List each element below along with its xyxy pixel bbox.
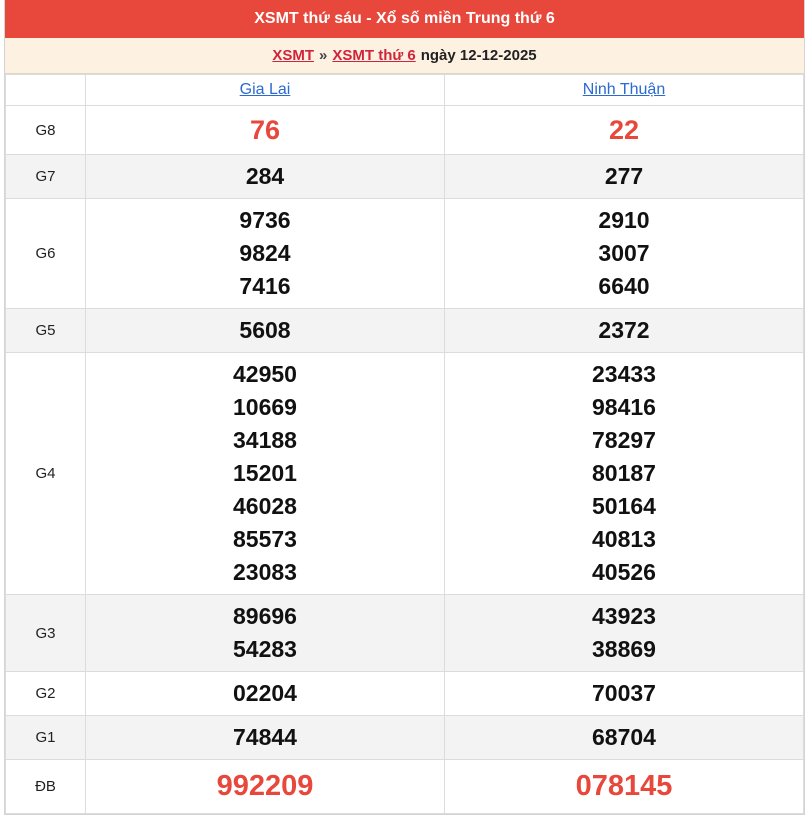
prize-row-g7 [6,155,804,199]
prize-number: 3007 [598,240,650,266]
table-header-row [6,75,804,106]
prize-row-g1 [6,716,804,760]
prize-label: G3 [6,595,86,672]
breadcrumb [5,38,804,74]
province-header-ninh-thuan [445,75,804,106]
prize-number: 02204 [233,680,297,706]
prize-number: 7416 [239,273,291,299]
prize-number: 38869 [592,636,656,662]
prize-number: 9824 [239,240,291,266]
prize-number: 23083 [233,559,297,585]
prize-number: 34188 [233,427,297,453]
prize-row-g6 [6,199,804,309]
prize-number: 40813 [592,526,656,552]
draw-date: ngày 12-12-2025 [420,47,537,64]
prize-label: G1 [6,716,86,760]
province-link-ninh-thuan[interactable]: Ninh Thuận [582,81,666,98]
prize-number: 78297 [592,427,656,453]
prize-label: G2 [6,672,86,716]
result-cell-ninh-thuan [445,309,804,353]
prize-number: 80187 [592,460,656,486]
result-cell-ninh-thuan [445,106,804,155]
prize-number: 22 [608,114,640,145]
result-cell-ninh-thuan [445,353,804,595]
breadcrumb-link-xsmt-thu-6[interactable]: XSMT thứ 6 [332,47,416,64]
prize-row-g2 [6,672,804,716]
result-cell-gia-lai [86,760,445,814]
prize-label: G6 [6,199,86,309]
results-table [5,74,804,814]
result-cell-ninh-thuan [445,595,804,672]
prize-number: 42950 [233,361,297,387]
prize-number: 43923 [592,603,656,629]
prize-number: 98416 [592,394,656,420]
prize-number: 85573 [233,526,297,552]
result-cell-gia-lai [86,595,445,672]
result-cell-ninh-thuan [445,199,804,309]
prize-number: 15201 [233,460,297,486]
result-cell-gia-lai [86,309,445,353]
prize-number: 2372 [598,317,650,343]
prize-number: 40526 [592,559,656,585]
header-empty-cell [6,75,86,106]
result-cell-gia-lai [86,672,445,716]
results-panel [4,0,805,815]
prize-number: 2910 [598,207,650,233]
prize-row-g8 [6,106,804,155]
breadcrumb-separator: » [319,47,328,64]
province-link-gia-lai[interactable]: Gia Lai [239,81,291,98]
result-cell-gia-lai [86,353,445,595]
prize-number: 74844 [233,724,297,750]
prize-number: 76 [249,114,281,145]
prize-number: 50164 [592,493,656,519]
prize-number: 46028 [233,493,297,519]
prize-number: 70037 [592,680,656,706]
prize-row-đb [6,760,804,814]
result-cell-gia-lai [86,199,445,309]
prize-label: ĐB [6,760,86,814]
result-cell-ninh-thuan [445,155,804,199]
prize-number: 6640 [598,273,650,299]
prize-number: 284 [245,163,285,189]
jackpot-number: 078145 [575,770,673,802]
prize-number: 89696 [233,603,297,629]
prize-number: 5608 [239,317,291,343]
page-title: XSMT thứ sáu - Xổ số miền Trung thứ 6 [5,0,804,38]
prize-label: G5 [6,309,86,353]
prize-number: 277 [604,163,644,189]
prize-label: G8 [6,106,86,155]
prize-label: G4 [6,353,86,595]
prize-row-g4 [6,353,804,595]
prize-number: 10669 [233,394,297,420]
result-cell-gia-lai [86,716,445,760]
breadcrumb-link-xsmt[interactable]: XSMT [272,47,315,64]
prize-number: 68704 [592,724,656,750]
result-cell-ninh-thuan [445,760,804,814]
province-header-gia-lai [86,75,445,106]
prize-number: 9736 [239,207,291,233]
prize-number: 54283 [233,636,297,662]
prize-row-g3 [6,595,804,672]
prize-row-g5 [6,309,804,353]
result-cell-gia-lai [86,106,445,155]
prize-label: G7 [6,155,86,199]
result-cell-gia-lai [86,155,445,199]
jackpot-number: 992209 [216,770,314,802]
result-cell-ninh-thuan [445,716,804,760]
result-cell-ninh-thuan [445,672,804,716]
prize-number: 23433 [592,361,656,387]
